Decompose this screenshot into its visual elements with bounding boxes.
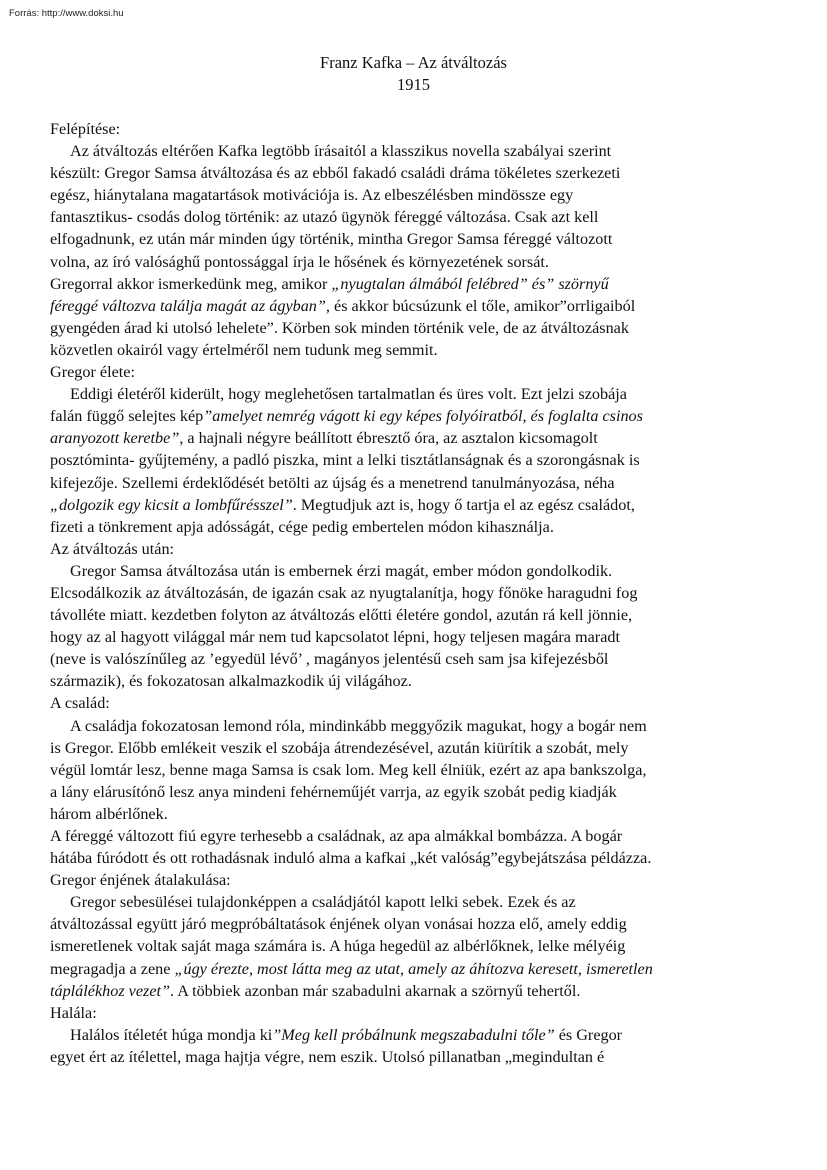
text-segment: és Gregor [554,1025,623,1044]
text-line [50,472,780,494]
text-segment: fantasztikus- csodás dolog történik: az utazó ügynök féreggé változása. Csak azt kell [50,208,599,227]
text-line [50,383,780,405]
text-line [50,1046,780,1068]
text-segment: volna, az író valósághű pontossággal írja le hősének és környezetének sorsát. [50,252,549,271]
italic-quote: féreggé változva találja magát az ágyban”, [50,296,330,315]
text-segment: gyengéden árad ki utolsó lehelete”. Körben sok minden történik vele, de az átváltozásnak [50,318,629,337]
text-segment: . A többiek azonban már szabadulni akarnak a szörnyű tehertől. [170,981,581,1000]
italic-quote: „úgy érezte, most látta meg az utat, amely az áhítozva keresett, ismeretlen [174,959,653,978]
text-line [50,206,780,228]
text-line [50,1002,780,1024]
italic-quote: aranyozott keretbe” [50,429,180,448]
text-segment: Az átváltozás eltérően Kafka legtöbb írásaitól a klasszikus novella szabályai szerint [70,142,612,161]
text-line [50,715,780,737]
text-line [50,427,780,449]
text-segment: Gregor sebesülései tulajdonképpen a családjától kapott lelki sebek. Ezek és az [70,893,576,912]
text-segment: közvetlen okairól vagy értelméről nem tudunk meg semmit. [50,340,438,359]
text-segment: Elcsodálkozik az átváltozásán, de igazán csak az nyugtalanítja, hogy főnöke haragudni fog [50,583,638,602]
text-segment: Halálos ítéletét húga mondja ki [70,1025,273,1044]
text-segment: Felépítése: [50,120,121,138]
text-segment: három albérlőnek. [50,804,168,823]
text-line [50,913,780,935]
text-line [50,118,780,140]
text-segment: távolléte miatt. kezdetben folyton az átváltozás előtti életére gondol, azután rá kell jönnie, [50,606,633,625]
text-segment: Gregor élete: [50,363,135,382]
text-line [50,825,780,847]
text-line [50,295,780,317]
text-line [50,184,780,206]
text-line [50,494,780,516]
italic-quote: táplálékhoz vezet” [50,981,171,1000]
text-segment: Halála: [50,1003,97,1022]
text-segment: Gregorral akkor ismerkedünk meg, amikor [50,274,332,293]
text-segment: Gregor Samsa átváltozása után is embernek érzi magát, ember módon gondolkodik. [70,561,613,580]
text-segment: Eddigi életéről kiderült, hogy meglehetősen tartalmatlan és üres volt. Ezt jelzi szobája [70,385,627,404]
text-segment: is Gregor. Előbb emlékeit veszik el szobája átrendezésével, azután kiürítik a szobát, mely [50,738,629,757]
text-line [50,140,780,162]
text-segment: átváltozással együtt járó megpróbáltatások énjének olyan vonásai hozza elő, amely eddig [50,915,627,934]
text-segment: A család: [50,694,110,713]
text-line [50,1024,780,1046]
text-segment: hogy az al hagyott világgal már nem tud kapcsolatot lépni, hogy teljesen magára maradt [50,628,620,647]
document-title: Franz Kafka – Az átváltozás [320,53,507,72]
text-line [50,251,780,273]
text-segment: (neve is valószínűleg az ’egyedül lévő’ , magányos jelentésű cseh sam jsa kifejezésből [50,650,609,669]
italic-quote: ”amelyet nemrég vágott ki egy képes folyóiratból, és foglalta csinos [203,407,643,426]
text-segment: készült: Gregor Samsa átváltozása és az ebből fakadó családi dráma tökéletes szerkezeti [50,164,621,183]
text-segment: hátába fúródott és ott rothadásnak induló alma a kafkai „két valóság”egybejátszása példázza. [50,849,652,868]
text-line [50,869,780,891]
text-segment: ismeretlenek voltak saját maga számára is. A húga hegedül az albérlőknek, lelke mélyéig [50,937,626,956]
text-segment: , a hajnali négyre beállított ébresztő óra, az asztalon kicsomagolt [179,429,598,448]
text-line [50,339,780,361]
text-line [50,449,780,471]
text-segment: A családja fokozatosan lemond róla, mindinkább meggyőzik magukat, hogy a bogár nem [70,716,647,735]
italic-quote: „dolgozik egy kicsit a lombfűrésszel” [50,495,293,514]
text-segment: és akkor búcsúzunk el tőle, amikor”orrligaiból [329,296,636,315]
italic-quote: ”Meg kell próbálnunk megszabadulni tőle” [272,1025,555,1044]
text-line [50,317,780,339]
text-line [50,759,780,781]
text-line [50,670,780,692]
text-line [50,560,780,582]
text-line [50,361,780,383]
text-segment: fizeti a tönkrement apja adósságát, cége pedig embertelen módon kihasználja. [50,517,554,536]
text-segment: elfogadnunk, ez után már minden úgy történik, mintha Gregor Samsa féreggé változott [50,230,613,249]
text-segment: megragadja a zene [50,959,175,978]
text-segment: Gregor énjének átalakulása: [50,871,231,890]
text-line [50,935,780,957]
text-line [50,405,780,427]
text-line [50,692,780,714]
text-segment: származik), és fokozatosan alkalmazkodik új világához. [50,672,412,691]
text-line [50,891,780,913]
text-segment: kifejezője. Szellemi érdeklődését betölti az újság és a menetrend tanulmányozása, néha [50,473,615,492]
text-line [50,648,780,670]
text-segment: a lány elárusítónő lesz anya mindeni fehérneműjét varrja, az egyik szobát pedig kiadják [50,782,617,801]
text-segment: egész, hiánytalana magatartások motivációja is. Az elbeszélésben mindössze egy [50,186,574,205]
document-header [0,52,827,96]
text-line [50,737,780,759]
text-line [50,626,780,648]
text-segment: . Megtudjuk azt is, hogy ő tartja el az egész családot, [292,495,635,514]
text-segment: falán függő selejtes kép [50,407,204,426]
italic-quote: „nyugtalan álmából felébred” és” szörnyű [331,274,609,293]
document-body [50,118,780,1068]
text-segment: A féreggé változott fiú egyre terhesebb a családnak, az apa almákkal bombázza. A bogár [50,827,623,845]
text-line [50,582,780,604]
text-line [50,228,780,250]
text-segment: egyet ért az ítélettel, maga hajtja végre, nem eszik. Utolsó pillanatban „megindultan é [50,1047,605,1066]
text-line [50,162,780,184]
source-label: Forrás: http://www.doksi.hu [9,8,124,19]
text-line [50,273,780,295]
text-segment: Az átváltozás után: [50,539,175,558]
document-year: 1915 [397,75,430,94]
text-line [50,958,780,980]
text-segment: végül lomtár lesz, benne maga Samsa is csak lom. Meg kell élniük, ezért az apa bankszolga, [50,760,647,779]
text-line [50,538,780,560]
text-line [50,803,780,825]
text-line [50,847,780,869]
text-segment: posztóminta- gyűjtemény, a padló piszka, mint a lelki tisztátlanságnak és a szorongásnak is [50,451,640,470]
text-line [50,604,780,626]
text-line [50,516,780,538]
text-line [50,980,780,1002]
text-line [50,781,780,803]
